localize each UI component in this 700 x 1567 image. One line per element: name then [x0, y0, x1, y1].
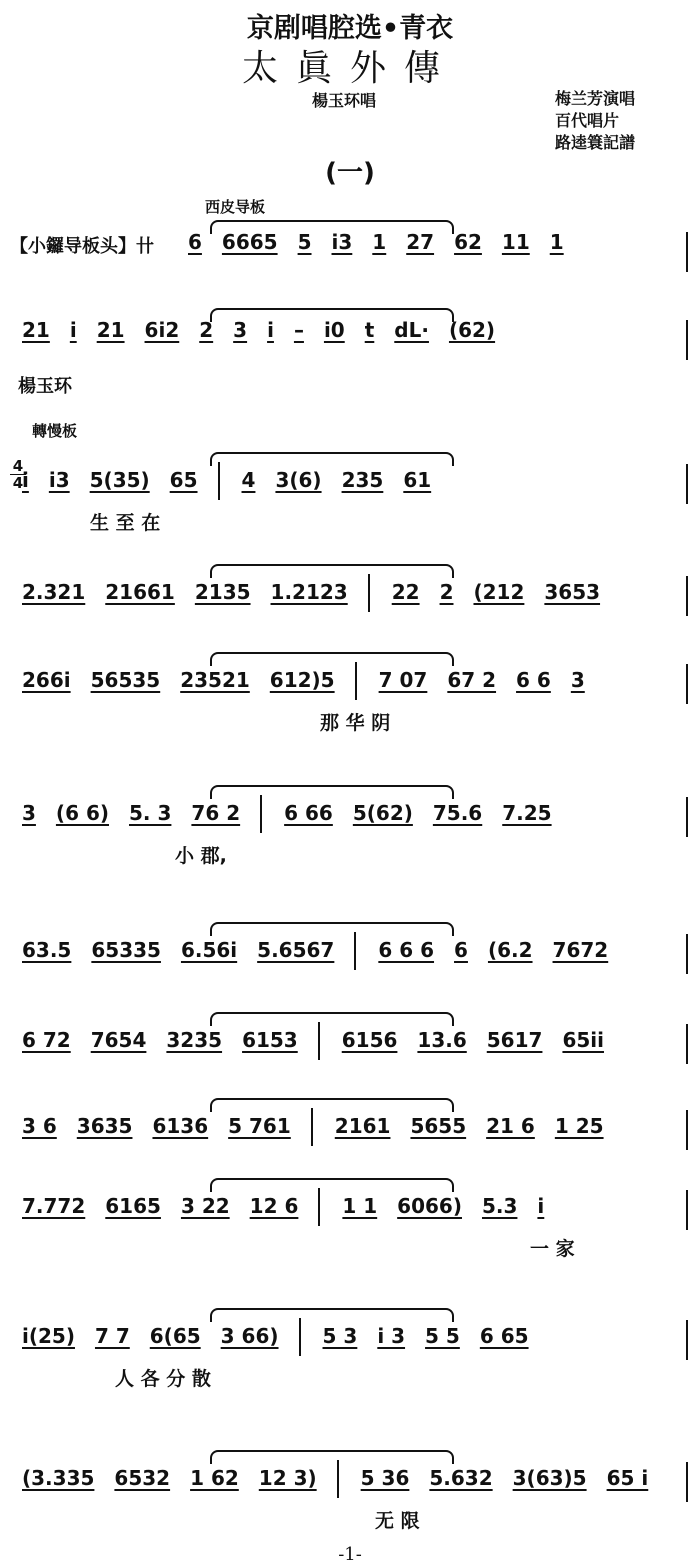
- score-row: [10, 662, 690, 734]
- note-group: 1.2123: [270, 579, 348, 604]
- note-group: 21: [22, 318, 50, 342]
- bar-line: [686, 1462, 688, 1502]
- note-group: 6 65: [479, 1323, 529, 1348]
- note-group: 5655: [410, 1113, 467, 1138]
- bar-line: [355, 662, 357, 700]
- score-row: [10, 932, 690, 992]
- bar-line: [686, 797, 688, 837]
- credit-line: 路逵簑記譜: [555, 133, 636, 152]
- note-group: i3: [331, 230, 353, 254]
- score-row: [10, 1108, 690, 1168]
- note-group: 5 5: [425, 1323, 460, 1348]
- bar-line: [686, 320, 688, 360]
- series-title: 京剧唱腔选•青衣: [246, 13, 454, 44]
- note-group: 3: [570, 667, 585, 692]
- note-group: 1 1: [342, 1193, 378, 1218]
- notes-line: [22, 462, 451, 502]
- note-group: 3 22: [180, 1193, 230, 1218]
- bar-line: [686, 1190, 688, 1230]
- bar-line: [318, 1188, 320, 1226]
- note-group: 5617: [486, 1027, 543, 1052]
- note-group: 56535: [90, 667, 161, 692]
- lyrics: 无 限: [375, 1510, 420, 1532]
- note-group: i: [69, 318, 77, 342]
- slur-arc: [210, 652, 454, 666]
- note-group: 6136: [152, 1113, 209, 1138]
- note-group: 65335: [91, 937, 161, 962]
- note-group: 65 i: [606, 1465, 649, 1490]
- lyrics: 那 华 阴: [320, 712, 391, 734]
- mode-label-xipi: 西皮导板: [205, 198, 266, 216]
- note-group: 6156: [341, 1027, 398, 1052]
- slur-arc: [210, 564, 454, 578]
- note-group: 3635: [76, 1113, 133, 1138]
- note-group: 5: [297, 230, 312, 254]
- notes-line: [22, 318, 515, 358]
- note-group: 76 2: [191, 800, 241, 825]
- note-group: 21661: [105, 579, 175, 604]
- credit-line: 梅兰芳演唱: [555, 89, 636, 108]
- note-group: 67 2: [447, 667, 497, 692]
- note-group: 6.56i: [180, 937, 238, 962]
- note-group: 6 6: [516, 667, 551, 692]
- note-group: 6i2: [144, 318, 180, 342]
- note-group: 7654: [90, 1027, 147, 1052]
- slur-arc: [210, 452, 454, 466]
- bar-line: [686, 232, 688, 272]
- note-group: i: [267, 318, 274, 342]
- notes-line: [22, 932, 628, 972]
- note-group: 6532: [114, 1465, 171, 1490]
- note-group: 7 07: [378, 667, 428, 692]
- bar-line: [686, 1110, 688, 1150]
- note-group: 3(6): [275, 467, 322, 492]
- note-group: 13.6: [417, 1027, 467, 1052]
- note-group: 5.632: [429, 1465, 493, 1490]
- bar-line: [686, 576, 688, 616]
- note-group: 65ii: [562, 1027, 604, 1052]
- mode-label-zhuanmanban: 轉慢板: [32, 422, 78, 440]
- slur-arc: [210, 220, 454, 234]
- note-group: 27: [406, 230, 435, 254]
- note-group: 12 6: [249, 1193, 299, 1218]
- note-group: 5.3: [481, 1193, 518, 1218]
- bar-line: [318, 1022, 320, 1060]
- note-group: 6 6 6: [378, 937, 435, 962]
- credit-line: 百代唱片: [555, 111, 620, 130]
- note-group: i: [537, 1193, 545, 1218]
- note-group: i0: [323, 318, 345, 342]
- note-group: 3235: [166, 1027, 223, 1052]
- slur-arc: [210, 1178, 454, 1192]
- note-group: 6 66: [284, 800, 333, 825]
- note-group: 3(63)5: [512, 1465, 587, 1490]
- note-group: (62): [448, 318, 496, 342]
- score-row: [10, 574, 690, 634]
- note-group: 3 6: [22, 1113, 57, 1138]
- notes-line: [188, 230, 584, 270]
- character-label: 楊玉环: [18, 376, 72, 397]
- note-group: 2: [199, 318, 214, 342]
- note-group: (6.2: [487, 937, 533, 962]
- note-group: 6 72: [22, 1027, 71, 1052]
- note-group: 4: [241, 467, 256, 492]
- note-group: (6 6): [55, 800, 109, 825]
- note-group: 62: [454, 230, 482, 254]
- note-group: 7.772: [22, 1193, 86, 1218]
- note-group: 6153: [242, 1027, 298, 1052]
- slur-arc: [210, 922, 454, 936]
- note-group: i3: [48, 467, 70, 492]
- note-group: –: [293, 318, 304, 342]
- note-group: 11: [501, 230, 530, 254]
- note-group: t: [364, 318, 375, 342]
- note-group: 6: [454, 937, 468, 962]
- note-group: 2: [439, 579, 454, 604]
- note-group: 3 66): [220, 1323, 279, 1348]
- note-group: 5.6567: [257, 937, 335, 962]
- note-group: 5. 3: [129, 800, 172, 825]
- note-group: 2161: [334, 1113, 391, 1138]
- note-group: (212: [473, 579, 525, 604]
- slur-arc: [210, 1098, 454, 1112]
- note-group: 5(35): [89, 467, 150, 492]
- bar-line: [354, 932, 356, 970]
- score-row: [10, 795, 690, 867]
- note-group: 21 6: [486, 1113, 535, 1138]
- bar-line: [311, 1108, 313, 1146]
- slur-arc: [210, 785, 454, 799]
- note-group: dL·: [394, 318, 429, 342]
- notes-line: [22, 1108, 624, 1148]
- bar-line: [686, 1320, 688, 1360]
- note-group: 6165: [105, 1193, 161, 1218]
- singer-role: 楊玉环唱: [312, 91, 377, 110]
- section-heading: (一): [325, 158, 375, 188]
- note-group: 6665: [221, 230, 278, 254]
- note-group: 61: [403, 467, 432, 492]
- note-group: 612)5: [269, 667, 335, 692]
- note-group: 5(62): [352, 800, 413, 825]
- note-group: 7.25: [502, 800, 552, 825]
- slur-arc: [210, 308, 454, 322]
- note-group: 2135: [194, 579, 251, 604]
- notes-line: [22, 1460, 668, 1500]
- note-group: 5 36: [360, 1465, 410, 1490]
- bar-line: [337, 1460, 339, 1498]
- notes-line: [22, 795, 572, 835]
- note-group: 5 3: [322, 1323, 358, 1348]
- bar-line: [686, 1024, 688, 1064]
- notes-line: [22, 1022, 624, 1062]
- notes-line: [22, 1188, 564, 1228]
- notes-line: [22, 574, 620, 614]
- note-group: 1: [372, 230, 387, 254]
- note-group: 1: [549, 230, 564, 254]
- note-group: 75.6: [432, 800, 483, 825]
- note-group: i 3: [377, 1323, 406, 1348]
- note-group: 21: [96, 318, 125, 342]
- bar-line: [686, 664, 688, 704]
- slur-arc: [210, 1308, 454, 1322]
- note-group: i(25): [22, 1323, 75, 1348]
- lyrics: 一 家: [530, 1238, 575, 1260]
- notes-line: [22, 662, 605, 702]
- note-group: 2.321: [22, 579, 86, 604]
- lyrics: 小 郡,: [175, 845, 227, 867]
- note-group: 6(65: [149, 1323, 201, 1348]
- bar-line: [218, 462, 220, 500]
- lyrics: 生 至 在: [90, 512, 161, 534]
- bar-line: [299, 1318, 301, 1356]
- credits: [555, 88, 635, 154]
- notes-line: [22, 1318, 549, 1358]
- note-group: i: [22, 467, 29, 492]
- note-group: 3: [22, 800, 36, 825]
- piece-title: 太眞外傳: [241, 48, 458, 89]
- slur-arc: [210, 1450, 454, 1464]
- note-group: 65: [169, 467, 198, 492]
- intro-label: 【小鑼导板头】卄: [10, 236, 154, 257]
- lyrics: 人 各 分 散: [115, 1368, 211, 1390]
- note-group: 6: [188, 230, 202, 254]
- bar-line: [368, 574, 370, 612]
- score-row: [10, 318, 690, 378]
- note-group: 235: [341, 467, 384, 492]
- note-group: 266i: [22, 667, 71, 692]
- note-group: 6066): [397, 1193, 462, 1218]
- note-group: 22: [391, 579, 420, 604]
- bar-line: [260, 795, 262, 833]
- note-group: 5 761: [228, 1113, 291, 1138]
- slur-arc: [210, 1012, 454, 1026]
- score-row: [10, 1188, 690, 1260]
- score-row: [10, 1460, 690, 1532]
- time-sig-bottom: 4: [10, 474, 26, 491]
- note-group: 3653: [544, 579, 601, 604]
- bar-line: [686, 464, 688, 504]
- score-row: [10, 462, 690, 534]
- note-group: 23521: [180, 667, 250, 692]
- bar-line: [686, 934, 688, 974]
- note-group: 3: [233, 318, 248, 342]
- note-group: 1 25: [554, 1113, 604, 1138]
- note-group: 7 7: [94, 1323, 130, 1348]
- note-group: 63.5: [22, 937, 72, 962]
- note-group: 1 62: [190, 1465, 239, 1490]
- note-group: 12 3): [258, 1465, 317, 1490]
- page-number: -1-: [338, 1544, 362, 1565]
- note-group: 7672: [552, 937, 609, 962]
- time-sig-top: 4: [12, 457, 24, 475]
- score-row: [10, 1022, 690, 1082]
- score-row: [10, 1318, 690, 1390]
- note-group: (3.335: [22, 1465, 95, 1490]
